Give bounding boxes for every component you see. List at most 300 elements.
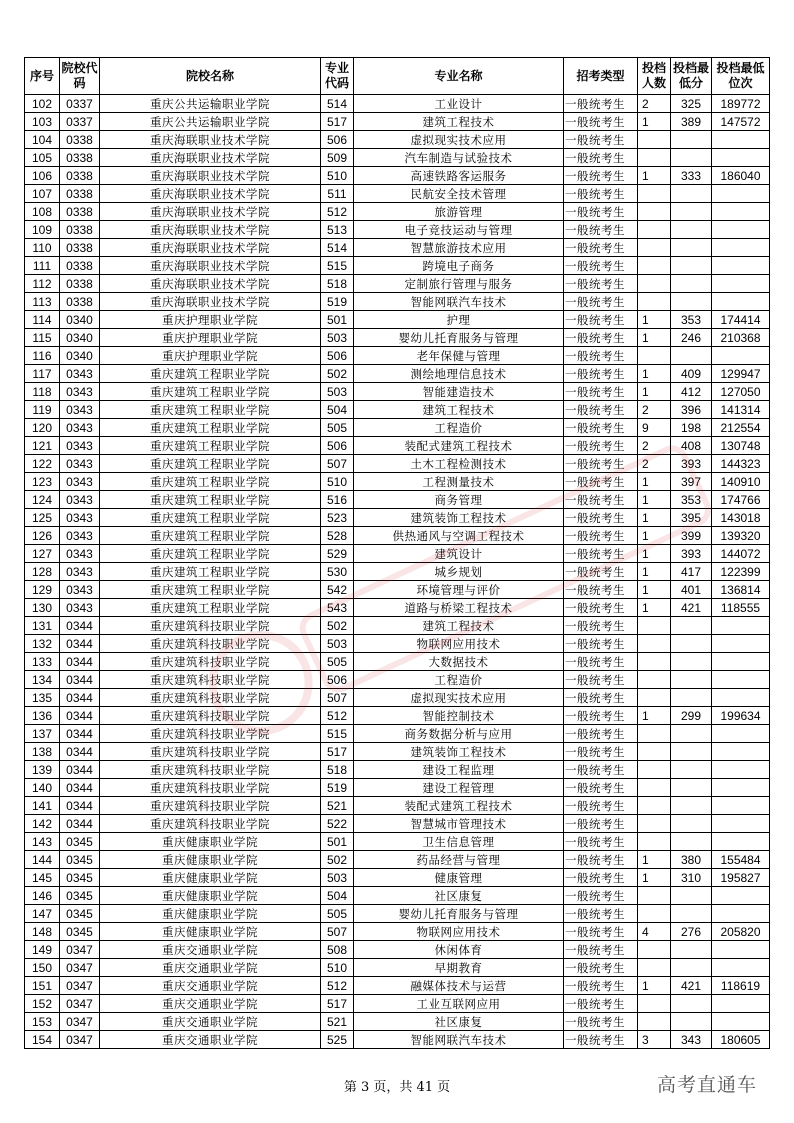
cell-major-name: 休闲体育 bbox=[354, 941, 564, 959]
cell-exam-type: 一般统考生 bbox=[564, 437, 638, 455]
cell-exam-type: 一般统考生 bbox=[564, 779, 638, 797]
cell-major-code: 512 bbox=[321, 203, 354, 221]
cell-major-name: 建筑工程技术 bbox=[354, 113, 564, 131]
cell-school-name: 重庆海联职业技术学院 bbox=[100, 275, 321, 293]
cell-seq: 142 bbox=[25, 815, 60, 833]
table-row bbox=[25, 995, 770, 1013]
cell-admit-count: 4 bbox=[638, 923, 671, 941]
cell-min-score: 380 bbox=[671, 851, 712, 869]
cell-exam-type: 一般统考生 bbox=[564, 995, 638, 1013]
cell-min-rank bbox=[712, 239, 770, 257]
cell-min-rank bbox=[712, 653, 770, 671]
table-row bbox=[25, 707, 770, 725]
cell-major-code: 511 bbox=[321, 185, 354, 203]
cell-seq: 151 bbox=[25, 977, 60, 995]
cell-admit-count bbox=[638, 203, 671, 221]
cell-admit-count bbox=[638, 725, 671, 743]
cell-min-rank: 147572 bbox=[712, 113, 770, 131]
cell-major-code: 518 bbox=[321, 275, 354, 293]
cell-seq: 111 bbox=[25, 257, 60, 275]
cell-min-rank bbox=[712, 761, 770, 779]
cell-min-rank bbox=[712, 635, 770, 653]
cell-min-score: 393 bbox=[671, 545, 712, 563]
cell-major-code: 512 bbox=[321, 977, 354, 995]
table-row bbox=[25, 113, 770, 131]
cell-school-code: 0343 bbox=[60, 473, 100, 491]
cell-school-code: 0343 bbox=[60, 455, 100, 473]
cell-school-code: 0338 bbox=[60, 257, 100, 275]
cell-seq: 107 bbox=[25, 185, 60, 203]
cell-min-score: 389 bbox=[671, 113, 712, 131]
cell-school-name: 重庆建筑科技职业学院 bbox=[100, 617, 321, 635]
cell-seq: 141 bbox=[25, 797, 60, 815]
header-min-rank: 投档最低位次 bbox=[712, 58, 770, 95]
cell-seq: 139 bbox=[25, 761, 60, 779]
cell-seq: 114 bbox=[25, 311, 60, 329]
cell-major-name: 供热通风与空调工程技术 bbox=[354, 527, 564, 545]
cell-major-code: 506 bbox=[321, 347, 354, 365]
cell-min-score: 333 bbox=[671, 167, 712, 185]
cell-major-code: 505 bbox=[321, 419, 354, 437]
table-row bbox=[25, 815, 770, 833]
cell-school-code: 0344 bbox=[60, 797, 100, 815]
cell-admit-count: 2 bbox=[638, 437, 671, 455]
cell-admit-count: 1 bbox=[638, 527, 671, 545]
table-row bbox=[25, 347, 770, 365]
cell-school-code: 0343 bbox=[60, 563, 100, 581]
header-major-code: 专业代码 bbox=[321, 58, 354, 95]
cell-seq: 104 bbox=[25, 131, 60, 149]
table-row bbox=[25, 275, 770, 293]
cell-admit-count bbox=[638, 653, 671, 671]
cell-major-name: 装配式建筑工程技术 bbox=[354, 437, 564, 455]
cell-school-name: 重庆交通职业学院 bbox=[100, 1031, 321, 1049]
cell-min-score: 409 bbox=[671, 365, 712, 383]
cell-exam-type: 一般统考生 bbox=[564, 923, 638, 941]
cell-major-name: 物联网应用技术 bbox=[354, 635, 564, 653]
cell-admit-count: 1 bbox=[638, 581, 671, 599]
table-row bbox=[25, 689, 770, 707]
cell-school-name: 重庆海联职业技术学院 bbox=[100, 131, 321, 149]
table-row bbox=[25, 95, 770, 113]
cell-seq: 153 bbox=[25, 1013, 60, 1031]
cell-min-score: 310 bbox=[671, 869, 712, 887]
table-row bbox=[25, 959, 770, 977]
cell-school-code: 0347 bbox=[60, 1013, 100, 1031]
cell-seq: 122 bbox=[25, 455, 60, 473]
cell-school-name: 重庆公共运输职业学院 bbox=[100, 95, 321, 113]
cell-major-name: 虚拟现实技术应用 bbox=[354, 689, 564, 707]
cell-school-name: 重庆海联职业技术学院 bbox=[100, 293, 321, 311]
cell-school-name: 重庆建筑科技职业学院 bbox=[100, 743, 321, 761]
cell-seq: 148 bbox=[25, 923, 60, 941]
cell-seq: 137 bbox=[25, 725, 60, 743]
cell-min-score: 417 bbox=[671, 563, 712, 581]
cell-major-name: 建设工程管理 bbox=[354, 779, 564, 797]
cell-major-code: 519 bbox=[321, 779, 354, 797]
cell-major-name: 卫生信息管理 bbox=[354, 833, 564, 851]
cell-admit-count bbox=[638, 743, 671, 761]
cell-school-name: 重庆建筑工程职业学院 bbox=[100, 545, 321, 563]
cell-admit-count bbox=[638, 239, 671, 257]
cell-admit-count bbox=[638, 1013, 671, 1031]
cell-major-name: 工程造价 bbox=[354, 671, 564, 689]
cell-major-name: 城乡规划 bbox=[354, 563, 564, 581]
cell-admit-count bbox=[638, 815, 671, 833]
cell-exam-type: 一般统考生 bbox=[564, 635, 638, 653]
cell-min-score bbox=[671, 239, 712, 257]
table-row bbox=[25, 437, 770, 455]
cell-min-score bbox=[671, 779, 712, 797]
cell-exam-type: 一般统考生 bbox=[564, 743, 638, 761]
admission-table bbox=[24, 57, 770, 1049]
cell-seq: 121 bbox=[25, 437, 60, 455]
cell-major-name: 商务数据分析与应用 bbox=[354, 725, 564, 743]
cell-exam-type: 一般统考生 bbox=[564, 527, 638, 545]
cell-seq: 117 bbox=[25, 365, 60, 383]
cell-school-code: 0345 bbox=[60, 887, 100, 905]
cell-seq: 131 bbox=[25, 617, 60, 635]
cell-min-score bbox=[671, 185, 712, 203]
cell-exam-type: 一般统考生 bbox=[564, 239, 638, 257]
cell-major-name: 定制旅行管理与服务 bbox=[354, 275, 564, 293]
cell-school-name: 重庆建筑工程职业学院 bbox=[100, 455, 321, 473]
cell-school-code: 0343 bbox=[60, 491, 100, 509]
cell-min-rank bbox=[712, 185, 770, 203]
cell-seq: 115 bbox=[25, 329, 60, 347]
cell-admit-count: 2 bbox=[638, 455, 671, 473]
cell-school-code: 0343 bbox=[60, 365, 100, 383]
cell-major-code: 508 bbox=[321, 941, 354, 959]
cell-seq: 106 bbox=[25, 167, 60, 185]
cell-school-code: 0347 bbox=[60, 995, 100, 1013]
cell-min-score: 198 bbox=[671, 419, 712, 437]
header-seq: 序号 bbox=[25, 58, 60, 95]
cell-min-rank bbox=[712, 149, 770, 167]
cell-min-score bbox=[671, 941, 712, 959]
table-row bbox=[25, 203, 770, 221]
cell-major-name: 社区康复 bbox=[354, 1013, 564, 1031]
cell-school-code: 0338 bbox=[60, 149, 100, 167]
cell-min-rank: 144323 bbox=[712, 455, 770, 473]
cell-school-code: 0345 bbox=[60, 869, 100, 887]
cell-min-score bbox=[671, 653, 712, 671]
table-row bbox=[25, 455, 770, 473]
cell-exam-type: 一般统考生 bbox=[564, 581, 638, 599]
cell-exam-type: 一般统考生 bbox=[564, 473, 638, 491]
cell-school-name: 重庆建筑工程职业学院 bbox=[100, 491, 321, 509]
cell-major-code: 525 bbox=[321, 1031, 354, 1049]
cell-exam-type: 一般统考生 bbox=[564, 311, 638, 329]
cell-exam-type: 一般统考生 bbox=[564, 113, 638, 131]
cell-min-rank bbox=[712, 1013, 770, 1031]
table-row bbox=[25, 365, 770, 383]
cell-school-name: 重庆建筑科技职业学院 bbox=[100, 707, 321, 725]
cell-major-name: 电子竞技运动与管理 bbox=[354, 221, 564, 239]
cell-min-rank bbox=[712, 671, 770, 689]
cell-school-name: 重庆建筑工程职业学院 bbox=[100, 563, 321, 581]
cell-min-rank bbox=[712, 797, 770, 815]
cell-seq: 146 bbox=[25, 887, 60, 905]
cell-exam-type: 一般统考生 bbox=[564, 833, 638, 851]
table-row bbox=[25, 797, 770, 815]
cell-exam-type: 一般统考生 bbox=[564, 689, 638, 707]
table-row bbox=[25, 473, 770, 491]
cell-exam-type: 一般统考生 bbox=[564, 383, 638, 401]
cell-major-code: 516 bbox=[321, 491, 354, 509]
cell-min-score: 353 bbox=[671, 311, 712, 329]
cell-seq: 116 bbox=[25, 347, 60, 365]
table-row bbox=[25, 545, 770, 563]
table-row bbox=[25, 239, 770, 257]
cell-min-score bbox=[671, 887, 712, 905]
cell-admit-count: 1 bbox=[638, 599, 671, 617]
cell-min-rank: 195827 bbox=[712, 869, 770, 887]
cell-exam-type: 一般统考生 bbox=[564, 653, 638, 671]
cell-min-rank: 136814 bbox=[712, 581, 770, 599]
cell-major-name: 智慧旅游技术应用 bbox=[354, 239, 564, 257]
cell-major-code: 507 bbox=[321, 689, 354, 707]
cell-seq: 138 bbox=[25, 743, 60, 761]
cell-admit-count bbox=[638, 617, 671, 635]
cell-exam-type: 一般统考生 bbox=[564, 725, 638, 743]
table-row bbox=[25, 167, 770, 185]
cell-major-name: 汽车制造与试验技术 bbox=[354, 149, 564, 167]
cell-seq: 108 bbox=[25, 203, 60, 221]
cell-min-score: 395 bbox=[671, 509, 712, 527]
cell-major-name: 智能网联汽车技术 bbox=[354, 1031, 564, 1049]
cell-school-code: 0344 bbox=[60, 707, 100, 725]
table-row bbox=[25, 779, 770, 797]
cell-min-rank: 212554 bbox=[712, 419, 770, 437]
cell-major-name: 工程造价 bbox=[354, 419, 564, 437]
cell-school-code: 0343 bbox=[60, 419, 100, 437]
table-row bbox=[25, 491, 770, 509]
cell-min-rank: 130748 bbox=[712, 437, 770, 455]
cell-exam-type: 一般统考生 bbox=[564, 887, 638, 905]
cell-admit-count bbox=[638, 797, 671, 815]
table-row bbox=[25, 941, 770, 959]
cell-school-name: 重庆建筑科技职业学院 bbox=[100, 761, 321, 779]
cell-min-rank bbox=[712, 995, 770, 1013]
cell-school-name: 重庆建筑工程职业学院 bbox=[100, 383, 321, 401]
cell-min-score bbox=[671, 689, 712, 707]
cell-school-code: 0338 bbox=[60, 167, 100, 185]
table-row bbox=[25, 401, 770, 419]
cell-admit-count: 1 bbox=[638, 509, 671, 527]
cell-min-rank: 143018 bbox=[712, 509, 770, 527]
table-row bbox=[25, 653, 770, 671]
cell-major-name: 建筑装饰工程技术 bbox=[354, 509, 564, 527]
cell-seq: 123 bbox=[25, 473, 60, 491]
cell-major-code: 523 bbox=[321, 509, 354, 527]
cell-major-code: 503 bbox=[321, 635, 354, 653]
cell-min-rank: 129947 bbox=[712, 365, 770, 383]
cell-min-score: 401 bbox=[671, 581, 712, 599]
table-row bbox=[25, 635, 770, 653]
cell-min-score bbox=[671, 131, 712, 149]
cell-major-name: 跨境电子商务 bbox=[354, 257, 564, 275]
cell-admit-count bbox=[638, 887, 671, 905]
cell-school-name: 重庆建筑科技职业学院 bbox=[100, 689, 321, 707]
cell-major-code: 502 bbox=[321, 851, 354, 869]
cell-min-rank: 199634 bbox=[712, 707, 770, 725]
cell-admit-count bbox=[638, 635, 671, 653]
cell-min-score bbox=[671, 815, 712, 833]
cell-school-name: 重庆建筑科技职业学院 bbox=[100, 797, 321, 815]
cell-min-score bbox=[671, 797, 712, 815]
table-row bbox=[25, 311, 770, 329]
cell-seq: 134 bbox=[25, 671, 60, 689]
cell-admit-count: 1 bbox=[638, 473, 671, 491]
cell-min-rank bbox=[712, 257, 770, 275]
table-row bbox=[25, 1031, 770, 1049]
cell-school-name: 重庆健康职业学院 bbox=[100, 833, 321, 851]
cell-major-name: 建设工程监理 bbox=[354, 761, 564, 779]
cell-min-score bbox=[671, 221, 712, 239]
cell-school-name: 重庆海联职业技术学院 bbox=[100, 185, 321, 203]
cell-min-score bbox=[671, 617, 712, 635]
cell-school-name: 重庆护理职业学院 bbox=[100, 329, 321, 347]
cell-major-name: 工程测量技术 bbox=[354, 473, 564, 491]
cell-major-code: 528 bbox=[321, 527, 354, 545]
cell-admit-count: 9 bbox=[638, 419, 671, 437]
cell-min-rank: 118619 bbox=[712, 977, 770, 995]
cell-school-code: 0344 bbox=[60, 635, 100, 653]
cell-major-name: 智慧城市管理技术 bbox=[354, 815, 564, 833]
cell-major-name: 大数据技术 bbox=[354, 653, 564, 671]
cell-school-code: 0347 bbox=[60, 977, 100, 995]
cell-school-name: 重庆健康职业学院 bbox=[100, 905, 321, 923]
cell-min-score: 393 bbox=[671, 455, 712, 473]
cell-admit-count: 1 bbox=[638, 545, 671, 563]
cell-school-code: 0344 bbox=[60, 671, 100, 689]
cell-major-code: 506 bbox=[321, 437, 354, 455]
cell-min-score bbox=[671, 995, 712, 1013]
cell-major-name: 智能控制技术 bbox=[354, 707, 564, 725]
cell-major-code: 503 bbox=[321, 869, 354, 887]
cell-major-code: 521 bbox=[321, 797, 354, 815]
table-row bbox=[25, 419, 770, 437]
cell-major-code: 522 bbox=[321, 815, 354, 833]
cell-admit-count: 1 bbox=[638, 365, 671, 383]
cell-min-rank bbox=[712, 833, 770, 851]
header-min-score: 投档最低分 bbox=[671, 58, 712, 95]
cell-min-score bbox=[671, 761, 712, 779]
cell-admit-count bbox=[638, 995, 671, 1013]
cell-major-name: 民航安全技术管理 bbox=[354, 185, 564, 203]
cell-major-name: 健康管理 bbox=[354, 869, 564, 887]
cell-major-code: 521 bbox=[321, 1013, 354, 1031]
cell-school-name: 重庆建筑工程职业学院 bbox=[100, 473, 321, 491]
cell-major-code: 510 bbox=[321, 167, 354, 185]
cell-min-rank bbox=[712, 131, 770, 149]
cell-major-code: 510 bbox=[321, 959, 354, 977]
cell-seq: 119 bbox=[25, 401, 60, 419]
cell-major-code: 513 bbox=[321, 221, 354, 239]
cell-admit-count: 1 bbox=[638, 707, 671, 725]
cell-seq: 118 bbox=[25, 383, 60, 401]
table-row bbox=[25, 221, 770, 239]
cell-major-code: 507 bbox=[321, 455, 354, 473]
cell-major-name: 装配式建筑工程技术 bbox=[354, 797, 564, 815]
table-row bbox=[25, 905, 770, 923]
cell-exam-type: 一般统考生 bbox=[564, 419, 638, 437]
cell-major-name: 高速铁路客运服务 bbox=[354, 167, 564, 185]
cell-school-code: 0340 bbox=[60, 347, 100, 365]
cell-major-name: 建筑工程技术 bbox=[354, 617, 564, 635]
cell-admit-count: 1 bbox=[638, 383, 671, 401]
cell-seq: 150 bbox=[25, 959, 60, 977]
cell-school-code: 0347 bbox=[60, 1031, 100, 1049]
cell-major-name: 物联网应用技术 bbox=[354, 923, 564, 941]
cell-exam-type: 一般统考生 bbox=[564, 599, 638, 617]
cell-school-name: 重庆建筑科技职业学院 bbox=[100, 635, 321, 653]
cell-admit-count: 2 bbox=[638, 401, 671, 419]
cell-school-code: 0347 bbox=[60, 941, 100, 959]
cell-major-name: 建筑工程技术 bbox=[354, 401, 564, 419]
cell-admit-count: 1 bbox=[638, 311, 671, 329]
cell-min-rank bbox=[712, 743, 770, 761]
table-row bbox=[25, 257, 770, 275]
cell-school-code: 0338 bbox=[60, 203, 100, 221]
cell-exam-type: 一般统考生 bbox=[564, 977, 638, 995]
cell-seq: 154 bbox=[25, 1031, 60, 1049]
cell-school-name: 重庆海联职业技术学院 bbox=[100, 203, 321, 221]
cell-school-name: 重庆海联职业技术学院 bbox=[100, 221, 321, 239]
cell-min-score bbox=[671, 725, 712, 743]
cell-school-code: 0343 bbox=[60, 401, 100, 419]
cell-school-name: 重庆护理职业学院 bbox=[100, 347, 321, 365]
cell-min-rank bbox=[712, 941, 770, 959]
cell-seq: 140 bbox=[25, 779, 60, 797]
cell-seq: 130 bbox=[25, 599, 60, 617]
cell-school-name: 重庆健康职业学院 bbox=[100, 923, 321, 941]
cell-admit-count bbox=[638, 959, 671, 977]
cell-seq: 152 bbox=[25, 995, 60, 1013]
page-footer: 第 3 页，共 41 页 bbox=[343, 1080, 451, 1095]
cell-school-name: 重庆建筑科技职业学院 bbox=[100, 779, 321, 797]
cell-major-name: 旅游管理 bbox=[354, 203, 564, 221]
cell-min-rank bbox=[712, 959, 770, 977]
table-row bbox=[25, 977, 770, 995]
table-body bbox=[25, 95, 770, 1049]
cell-school-code: 0343 bbox=[60, 581, 100, 599]
cell-major-code: 517 bbox=[321, 995, 354, 1013]
cell-admit-count bbox=[638, 689, 671, 707]
header-school-name: 院校名称 bbox=[100, 58, 321, 95]
cell-admit-count bbox=[638, 671, 671, 689]
table-row bbox=[25, 383, 770, 401]
cell-min-score: 276 bbox=[671, 923, 712, 941]
cell-min-score bbox=[671, 1013, 712, 1031]
cell-major-code: 518 bbox=[321, 761, 354, 779]
cell-min-rank: 186040 bbox=[712, 167, 770, 185]
cell-seq: 136 bbox=[25, 707, 60, 725]
cell-school-name: 重庆建筑科技职业学院 bbox=[100, 653, 321, 671]
cell-major-code: 512 bbox=[321, 707, 354, 725]
cell-min-score bbox=[671, 203, 712, 221]
header-major-name: 专业名称 bbox=[354, 58, 564, 95]
cell-min-score: 325 bbox=[671, 95, 712, 113]
cell-exam-type: 一般统考生 bbox=[564, 563, 638, 581]
cell-major-name: 工业互联网应用 bbox=[354, 995, 564, 1013]
cell-school-code: 0344 bbox=[60, 617, 100, 635]
cell-major-name: 建筑设计 bbox=[354, 545, 564, 563]
cell-school-code: 0343 bbox=[60, 437, 100, 455]
cell-seq: 133 bbox=[25, 653, 60, 671]
cell-min-score bbox=[671, 833, 712, 851]
